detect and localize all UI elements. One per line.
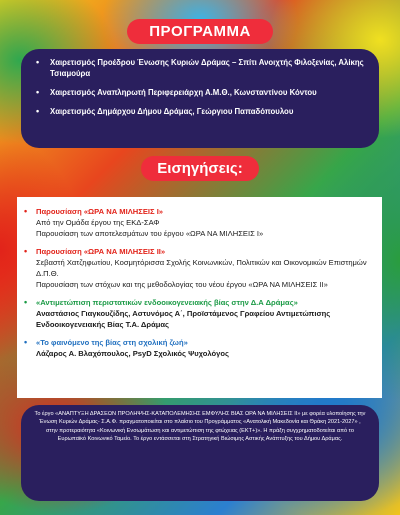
presentation-item [22, 337, 374, 359]
presentation-heading: «Το φαινόμενο της βίας στη σχολική ζωή» [36, 338, 188, 347]
bullet-icon: • [36, 106, 40, 116]
presentation-line: Σεβαστή Χατζηφωτίου, Κοσμητόρισσα Σχολής Κοινωνικών, Πολιτικών και Οικονομικών Επιστημών Δ.Π.Θ. [36, 258, 367, 278]
programme-item [34, 106, 372, 117]
presentation-heading: «Αντιμετώπιση περιστατικών ενδοοικογενειακής βίας στην Δ.Α Δράμας» [36, 298, 298, 307]
bullet-icon: • [24, 206, 28, 216]
presentation-line: Αναστάσιος Γιαγκουζίδης, Αστυνόμος Α΄, Προϊστάμενος Γραφείου Αντιμετώπισης Ενδοοικογενειακής Βίας Τ.Α. Δράμας [36, 309, 331, 329]
programme-item-text: Χαιρετισμός Προέδρου Ένωσης Κυριών Δράμας – Σπίτι Ανοιχτής Φιλοξενίας, Αλίκης Τσιαμούρα [50, 58, 364, 78]
presentation-item [22, 246, 374, 290]
programme-item-text: Χαιρετισμός Δημάρχου Δήμου Δράμας, Γεώργιου Παπαδόπουλου [50, 107, 294, 116]
presentation-line: Από την Ομάδα έργου της ΕΚΔ-ΣΑΦ [36, 218, 160, 227]
bullet-icon: • [36, 87, 40, 97]
presentations-list [22, 206, 374, 366]
presentation-item [22, 206, 374, 239]
presentation-line: Λάζαρος Α. Βλαχόπουλος, PsyD Σχολικός Ψυχολόγος [36, 349, 229, 358]
bullet-icon: • [24, 337, 28, 347]
programme-title: ΠΡΟΓΡΑΜΜΑ [127, 19, 273, 44]
presentation-line: Παρουσίαση των στόχων και της μεθοδολογίας του νέου έργου «ΩΡΑ ΝΑ ΜΙΛΗΣΕΙΣ ΙΙ» [36, 280, 328, 289]
programme-item-text: Χαιρετισμός Αναπληρωτή Περιφερειάρχη Α.Μ.Θ., Κωνσταντίνου Κόντου [50, 88, 317, 97]
footer-funding-text: Το έργο «ΑΝΑΠΤΥΞΗ ΔΡΑΣΕΩΝ ΠΡΟΛΗΨΗΣ-ΚΑΤΑΠΟΛΕΜΗΣΗΣ ΕΜΦΥΛΗΣ ΒΙΑΣ ΩΡΑ ΝΑ ΜΙΛΗΣΕΙΣ ΙΙ» με φορέα υλοποίησης την Ένωση Κυριών Δράμας- Σ.Α.Φ. πραγματοποιείται στο πλαίσιο του Προγράμματος «Ανατολική Μακεδονία και Θράκη 2021-2027» , στην προτεραιότητα «Κοινωνική Ενσωμάτωση και αντιμετώπιση της φτώχειας (ΕΚΤ+)». Η πράξη συγχρηματοδοτείται από το Ευρωπαϊκό Κοινωνικό Ταμείο. Το έργο εντάσσεται στη Στρατηγική Βιώσιμης Αστικής Ανάπτυξης του Δήμου Δράμας. [34, 411, 366, 442]
presentation-heading: Παρουσίαση «ΩΡΑ ΝΑ ΜΙΛΗΣΕΙΣ Ι» [36, 207, 164, 216]
presentation-line: Παρουσίαση των αποτελεσμάτων του έργου «ΩΡΑ ΝΑ ΜΙΛΗΣΕΙΣ Ι» [36, 229, 264, 238]
programme-item [34, 87, 372, 98]
programme-item [34, 57, 372, 79]
presentation-item [22, 297, 374, 330]
bullet-icon: • [24, 246, 28, 256]
programme-list [34, 57, 372, 125]
presentation-heading: Παρουσίαση «ΩΡΑ ΝΑ ΜΙΛΗΣΕΙΣ ΙΙ» [36, 247, 166, 256]
bullet-icon: • [24, 297, 28, 307]
presentations-title: Εισηγήσεις: [141, 156, 259, 181]
bullet-icon: • [36, 57, 40, 67]
